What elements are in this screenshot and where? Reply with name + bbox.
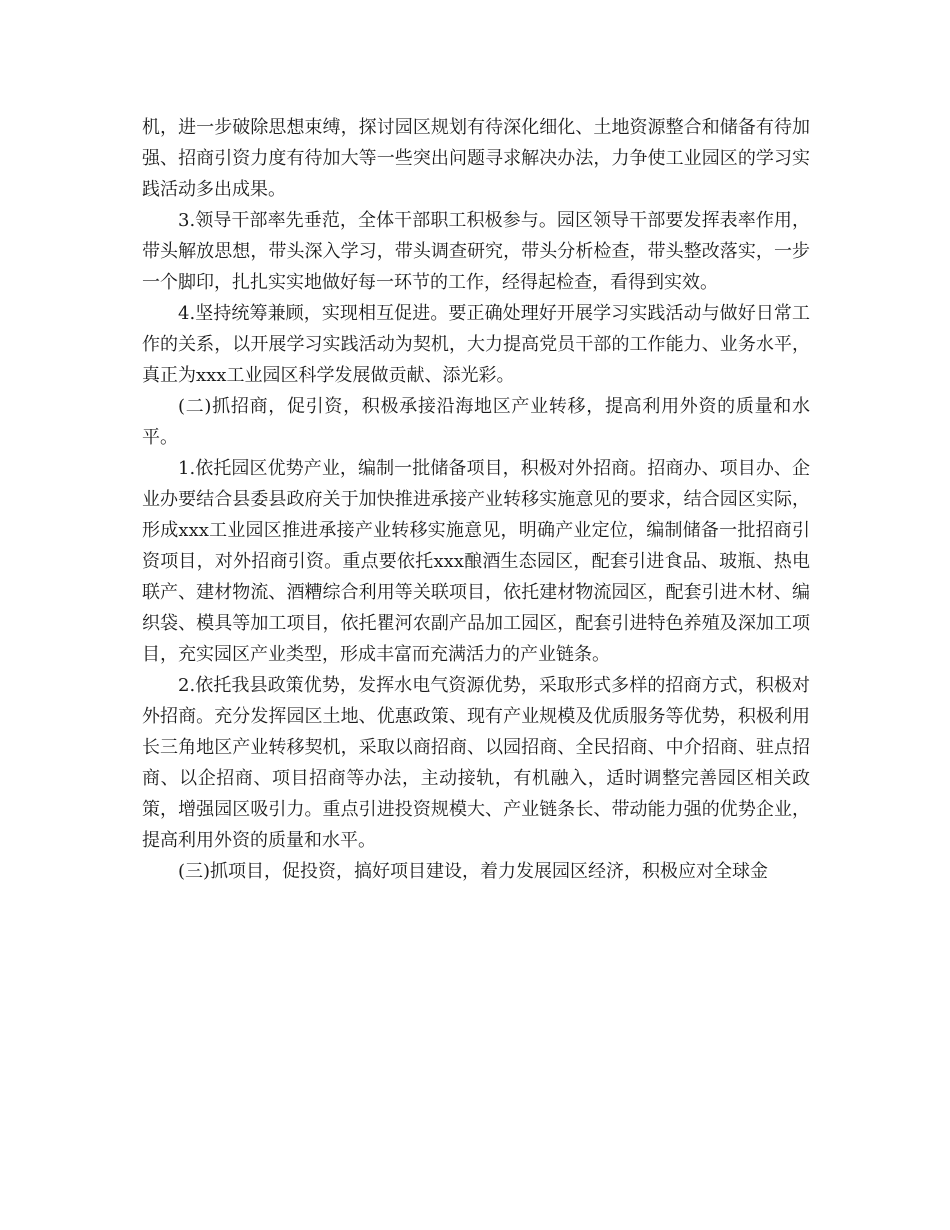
paragraph-continuation: 机，进一步破除思想束缚，探讨园区规划有待深化细化、土地资源整合和储备有待加强、招商引资力度有待加大等一些突出问题寻求解决办法，力争使工业园区的学习实践活动多出成果。 [142, 117, 810, 200]
paragraph-item-3-leadership: 3.领导干部率先垂范，全体干部职工积极参与。园区领导干部要发挥表率作用，带头解放思想，带头深入学习，带头调查研究，带头分析检查，带头整改落实，一步一个脚印，扎扎实实地做好每一环节的工作，经得起检查，看得到实效。 [142, 210, 810, 293]
section-heading-investment: (二)抓招商，促引资，积极承接沿海地区产业转移，提高利用外资的质量和水平。 [142, 396, 810, 448]
document-page [142, 112, 810, 887]
paragraph-item-2-policy: 2.依托我县政策优势，发挥水电气资源优势，采取形式多样的招商方式，积极对外招商。充分发挥园区土地、优惠政策、现有产业规模及优质服务等优势，积极利用长三角地区产业转移契机，采取以商招商、以园招商、全民招商、中介招商、驻点招商、以企招商、项目招商等办法，主动接轨，有机融入，适时调整完善园区相关政策，增强园区吸引力。重点引进投资规模大、产业链条长、带动能力强的优势企业，提高利用外资的质量和水平。 [142, 675, 810, 851]
paragraph-item-1-industry: 1.依托园区优势产业，编制一批储备项目，积极对外招商。招商办、项目办、企业办要结合县委县政府关于加快推进承接产业转移实施意见的要求，结合园区实际，形成xxx工业园区推进承接产业转移实施意见，明确产业定位，编制储备一批招商引资项目，对外招商引资。重点要依托xxx酿酒生态园区，配套引进食品、玻瓶、热电联产、建材物流、酒糟综合利用等关联项目，依托建材物流园区，配套引进木材、编织袋、模具等加工项目，依托瞿河农副产品加工园区，配套引进特色养殖及深加工项目，充实园区产业类型，形成丰富而充满活力的产业链条。 [142, 458, 810, 665]
section-heading-projects: (三)抓项目，促投资，搞好项目建设，着力发展园区经济，积极应对全球金 [178, 861, 769, 882]
paragraph-item-4-coordination: 4.坚持统筹兼顾，实现相互促进。要正确处理好开展学习实践活动与做好日常工作的关系，以开展学习实践活动为契机，大力提高党员干部的工作能力、业务水平，真正为xxx工业园区科学发展做贡献、添光彩。 [142, 303, 810, 386]
